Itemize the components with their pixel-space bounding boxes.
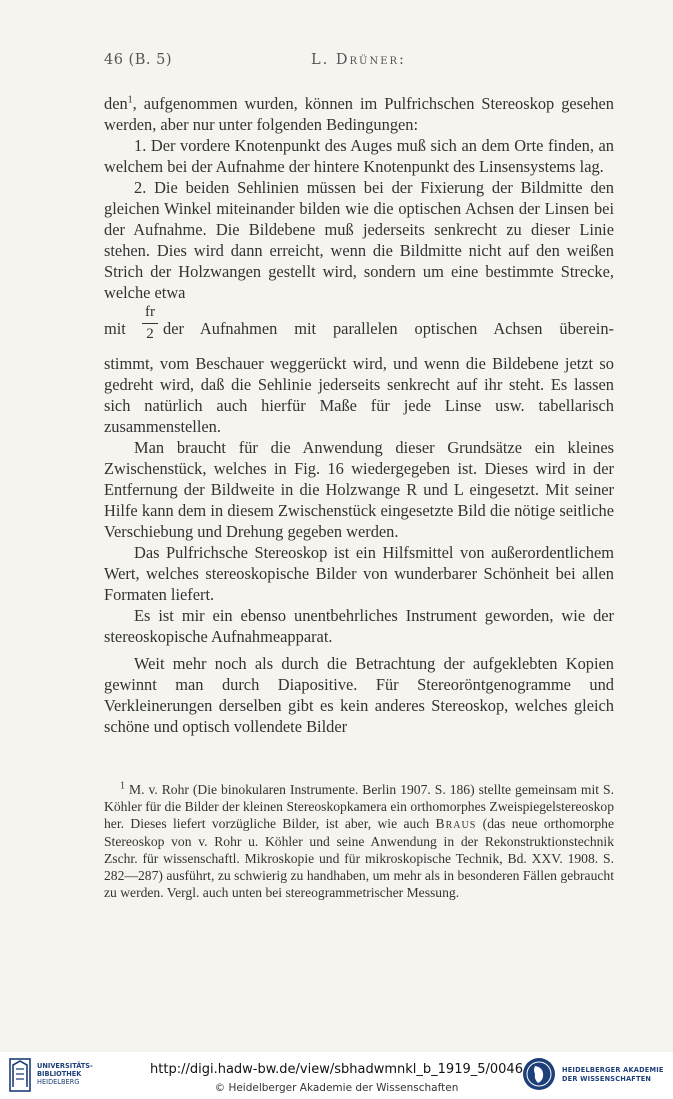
logo-line: UNIVERSITÄTS- (37, 1062, 93, 1070)
text-span: (das neue orthomorphe Stereoskop von v. Rohr u. Köhler und seine Anwendung in der Rekonstruktionstechnik Zschr. für wissenschaftl. Mikroskopie und für mikroskopische Technik, Bd. XXV. 1908. S. 282—287) ausführt, zu schwierig zu handhaben, um mehr als in besonderen Fällen gebraucht zu werden. Vergl. auch unten bei stereogrammetrischer Messung. (104, 816, 614, 901)
footnote (104, 781, 614, 901)
formula-suffix: der Aufnahmen mit parallelen optischen Achsen überein- (163, 319, 614, 338)
page-number: 46 (B. 5) (104, 52, 172, 68)
paragraph-6: Es ist mir ein ebenso unentbehrliches Instrument geworden, wie der stereoskopische Aufnahmeapparat. (104, 606, 614, 646)
fraction (142, 303, 158, 343)
academy-label (562, 1066, 664, 1084)
fraction-numerator: fr (145, 304, 155, 320)
paragraph-2: 1. Der vordere Knotenpunkt des Auges muß sich an dem Orte finden, an welchem bei der Aufnahme der hintere Knotenpunkt des Linsensystems lag. (104, 136, 614, 176)
formula-prefix: mit (104, 319, 126, 338)
main-text (104, 93, 614, 737)
footnote-ref[interactable]: 1 (127, 94, 133, 106)
paragraph-1 (104, 93, 614, 135)
permalink-url[interactable]: http://digi.hadw-bw.de/view/sbhadwmnkl_b_1919_5/0046 (150, 1062, 523, 1077)
logo-line: DER WISSENSCHAFTEN (562, 1075, 652, 1083)
copyright-notice: © Heidelberger Akademie der Wissenschaften (214, 1082, 459, 1094)
paragraph-4: Man braucht für die Anwendung dieser Grundsätze ein kleines Zwischenstück, welches in Fig. 16 wiedergegeben ist. Dieses wird in der Entfernung der Bildweite in die Holzwange R und L eingesetzt. Mit seiner Hilfe kann dem in diesem Zwischenstück eingesetzte Bild die nötige seitliche Verschiebung und Drehung gegeben werden. (104, 438, 614, 541)
fraction-denominator: 2 (146, 326, 154, 342)
footnote-text (104, 781, 614, 901)
academy-logo-icon[interactable] (522, 1057, 556, 1091)
logo-line: BIBLIOTHEK (37, 1070, 82, 1078)
text-span: den (104, 94, 128, 113)
text-span: , aufgenommen wurden, können im Pulfrichschen Stereoskop gesehen werden, aber nur unter folgenden Bedingungen: (104, 94, 614, 134)
logo-line: HEIDELBERGER AKADEMIE (562, 1066, 664, 1074)
author-name: Braus (435, 816, 477, 832)
logo-line: HEIDELBERG (37, 1078, 80, 1086)
fraction-bar (142, 323, 158, 324)
running-title: L. Drüner: (311, 52, 406, 68)
paragraph-7: Weit mehr noch als durch die Betrachtung der aufgeklebten Kopien gewinnt man durch Diapositive. Für Stereoröntgenogramme und Verkleinerungen derselben gibt es kein anderes Stereoskop, welches gleich schöne und optisch vollendete Bilder (104, 654, 614, 736)
viewer-footer (0, 1052, 673, 1099)
footnote-marker: 1 (120, 780, 125, 792)
paragraph-3: 2. Die beiden Sehlinien müssen bei der Fixierung der Bildmitte den gleichen Winkel miteinander bilden wie die optischen Achsen der Linsen bei der Aufnahme. Die Bildebene muß jederseits senkrecht zu dieser Linie stehen. Dies wird dann erreicht, wenn die Bildmitte nicht auf den weißen Strich der Holzwangen gestellt wird, sondern um eine bestimmte Strecke, welche etwa (104, 178, 614, 302)
paragraph-5: Das Pulfrichsche Stereoskop ist ein Hilfsmittel von außerordentlichem Wert, welches stereoskopische Bilder von wunderbarer Schönheit bei allen Formaten liefert. (104, 543, 614, 604)
text-span: M. v. Rohr (Die binokularen Instrumente. Berlin 1907. S. 186) stellte gemeinsam mit S. Köhler für die Bilder der kleinen Stereoskopkamera ein orthomorphes Zweispiegelstereoskop her. Dieses liefert vorzügliche Bilder, ist aber, wie auch (104, 782, 614, 832)
paragraph-3-continued: stimmt, vom Beschauer weggerückt wird, und wenn die Bildebene jetzt so gedreht wird, daß die Sehlinie jederseits senkrecht auf ihr steht. Es lassen sich natürlich auch hierfür Maße für jede Linse usw. tabellarisch zusammenstellen. (104, 354, 614, 436)
running-header (104, 52, 613, 74)
formula-line (104, 303, 614, 353)
